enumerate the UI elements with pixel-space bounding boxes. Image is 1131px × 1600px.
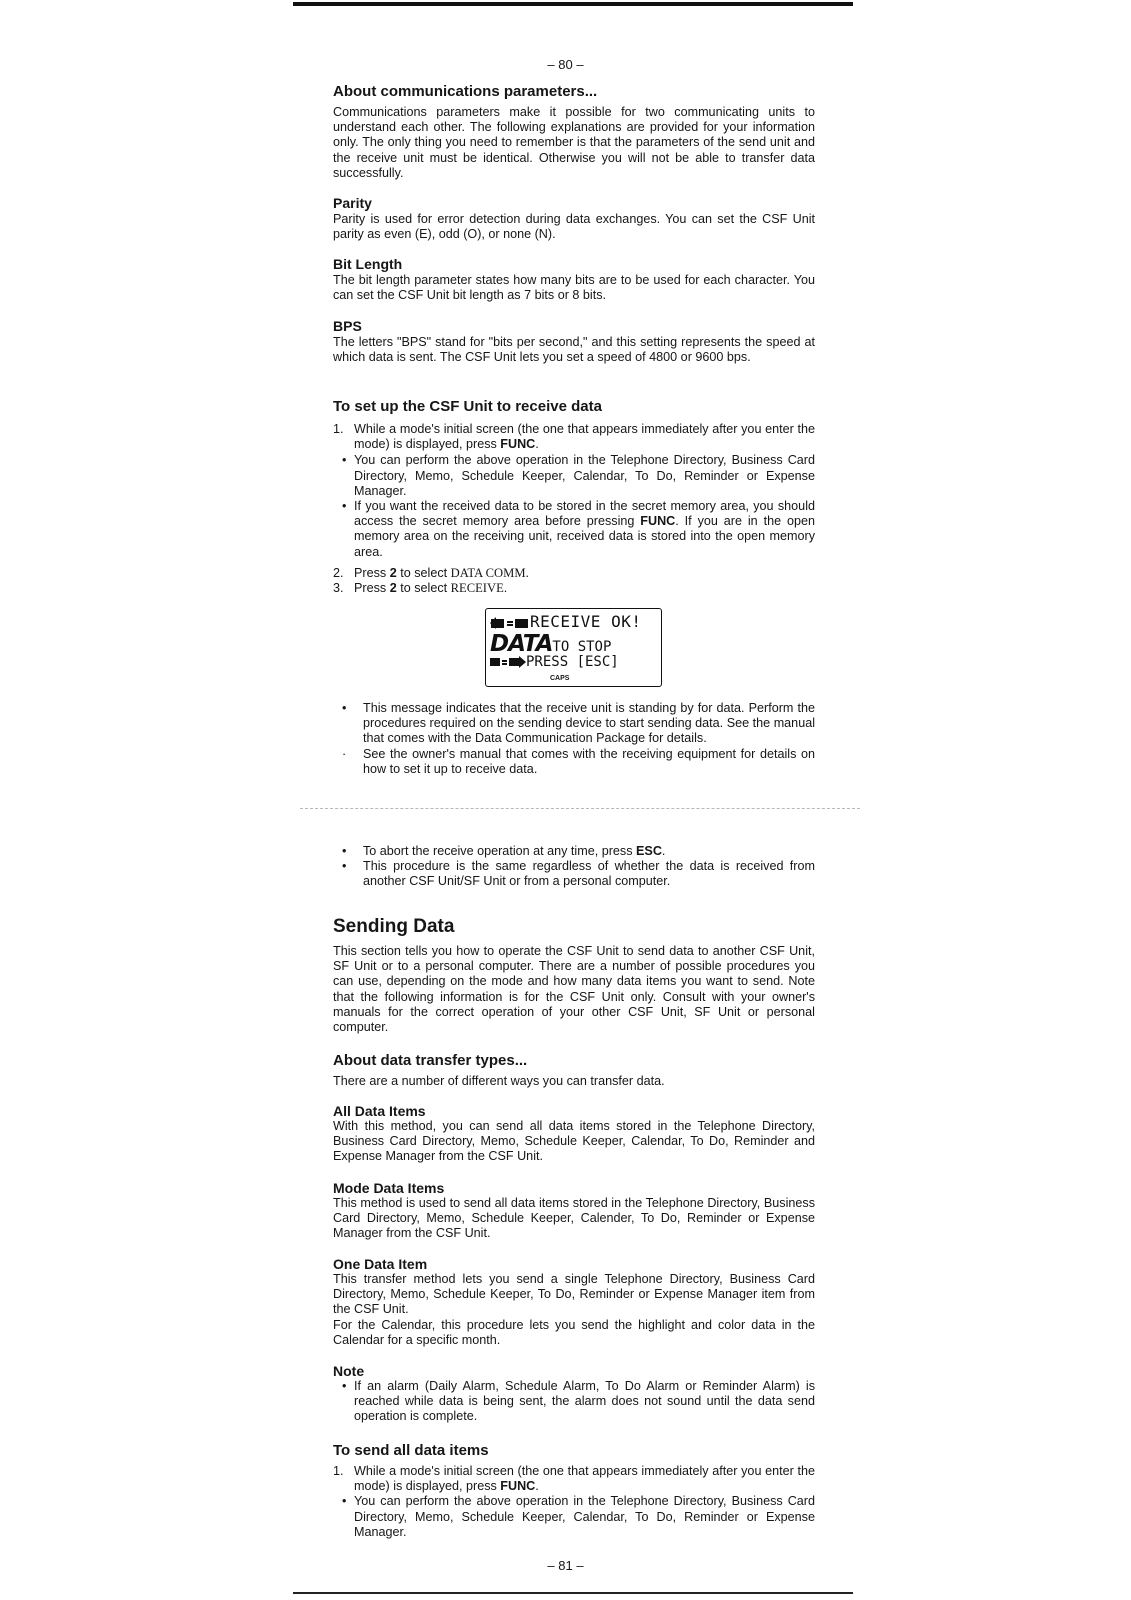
bullet-glyph: · (342, 746, 347, 761)
bit-length-text: The bit length parameter states how many bits are to be used for each character. You can set the CSF Unit bit length as 7 bits or 8 bits. (333, 273, 815, 303)
bullet-glyph: • (342, 859, 347, 874)
all-data-items-text: With this method, you can send all data items stored in the Telephone Directory, Business Card Directory, Memo, Schedule Keeper, Calendar, To Do, Reminder and Expense Manager from the CSF Unit. (333, 1119, 815, 1164)
sending-data-text: This section tells you how to operate the CSF Unit to send data to another CSF Unit, SF Unit or to a personal computer. There are a number of possible procedures you can use, depending on the mode and how many data items you want to send. Note that the following information is for the CSF Unit only. Consult with your owner's manuals for the correct operation of your other CSF Unit, SF Unit or personal computer. (333, 944, 815, 1035)
comm-params-heading: About communications parameters... (333, 83, 598, 100)
setup-step-3 (333, 581, 815, 596)
step-text: to select (400, 565, 448, 580)
receive-note-list-2 (342, 844, 815, 890)
lcd-to-stop-text: TO STOP (552, 639, 612, 655)
section-bps (333, 318, 815, 365)
send-all-heading: To send all data items (333, 1442, 489, 1459)
note-bullet (342, 1379, 815, 1425)
receive-arrow-icon (490, 656, 526, 668)
bullet-glyph: • (342, 844, 347, 858)
parity-heading: Parity (333, 195, 372, 211)
bullet-glyph: • (342, 1379, 347, 1393)
bit-length-heading: Bit Length (333, 256, 403, 272)
setup-step-1 (333, 422, 815, 452)
bullet-text: This procedure is the same regardless of whether the data is received from another CSF Unit/SF Unit or from a personal computer. (363, 859, 815, 889)
step-end: . (535, 1479, 539, 1494)
parity-text: Parity is used for error detection during data exchanges. You can set the CSF Unit parity as even (E), odd (O), or none (N). (333, 212, 815, 242)
bullet-text: You can perform the above operation in the Telephone Directory, Business Card Directory, Memo, Schedule Keeper, Calendar, To Do, Reminder or Expense Manager. (354, 1494, 815, 1539)
bullet-glyph: • (342, 701, 347, 715)
bullet-glyph: • (342, 499, 347, 514)
sending-data-heading: Sending Data (333, 916, 455, 937)
receive-note-list (342, 701, 815, 777)
note-list (333, 1379, 815, 1425)
bottom-rule (293, 1592, 853, 1594)
send-all-step-list (333, 1464, 815, 1494)
setup-step-2 (333, 566, 815, 581)
setup-receive-heading: To set up the CSF Unit to receive data (333, 398, 602, 415)
setup-receive-steps (333, 422, 815, 596)
comm-params-text: Communications parameters make it possible for two communicating units to understand each other. The following explanations are provided for your information only. The only thing you need to remember is that the parameters of the send unit and the receive unit must be identical. Otherwise you will not be able to transfer data successfully. (333, 105, 815, 180)
step-text: Press (354, 565, 387, 580)
section-one-data-item (333, 1256, 815, 1348)
section-comm-params (333, 83, 815, 100)
transfer-types-text: There are a number of different ways you can transfer data. (333, 1074, 665, 1088)
menu-item-name: RECEIVE (450, 581, 504, 596)
receive-notes-upper (342, 701, 815, 777)
bullet-text: If an alarm (Daily Alarm, Schedule Alarm, To Do Alarm or Reminder Alarm) is reached while data is being sent, the alarm does not sound until the data send operation is complete. (354, 1379, 815, 1424)
setup-bullet-2 (342, 499, 815, 560)
one-data-item-text-2: For the Calendar, this procedure lets you send the highlight and color data in the Calendar for a specific month. (333, 1317, 815, 1347)
setup-bullet-1 (342, 453, 815, 499)
send-all-bullets (333, 1494, 815, 1540)
step-text: While a mode's initial screen (the one that appears immediately after you enter the mode) is displayed, press (354, 1464, 815, 1494)
step-end: . (525, 565, 530, 580)
menu-item-name: DATA COMM (450, 565, 526, 580)
lcd-line-1 (490, 612, 641, 631)
bullet-text: You can perform the above operation in the Telephone Directory, Business Card Directory, Memo, Schedule Keeper, Calendar, To Do, Reminder or Expense Manager. (354, 453, 815, 498)
lcd-display (485, 608, 662, 687)
bullet-text: If you want the received data to be stored in the secret memory area, you should access the secret memory area before pressing (354, 499, 815, 529)
step-number: 1. (333, 422, 344, 436)
section-sending-data (333, 916, 815, 1035)
receive-note-4 (342, 859, 815, 889)
comm-params-body-wrap (333, 105, 815, 181)
send-arrow-icon (490, 616, 530, 630)
setup-step-list-2 (333, 566, 815, 596)
lcd-receive-ok-text: RECEIVE OK! (530, 612, 642, 631)
bullet-text: This message indicates that the receive unit is standing by for data. Perform the procedures required on the sending device to start sending data. See the manual that comes with the Data Communication Package for details. (363, 701, 815, 746)
lcd-caps-indicator: CAPS (550, 675, 570, 682)
lcd-line-3 (490, 654, 619, 670)
one-data-item-heading: One Data Item (333, 1256, 428, 1272)
step-text: to select (400, 581, 448, 596)
receive-note-3 (342, 844, 815, 859)
mode-data-items-text: This method is used to send all data items stored in the Telephone Directory, Business Card Directory, Memo, Schedule Keeper, Calender, To Do, Reminder or Expense Manager from the CSF Unit. (333, 1196, 815, 1241)
setup-bullets (333, 453, 815, 559)
key-name: 2 (389, 565, 397, 580)
mode-data-items-heading: Mode Data Items (333, 1180, 445, 1196)
step-text: While a mode's initial screen (the one that appears immediately after you enter the mode) is displayed, press (354, 422, 815, 452)
key-name: FUNC (500, 1479, 536, 1494)
top-rule (293, 2, 853, 6)
step-number: 3. (333, 581, 344, 596)
page-number-top: – 80 – (547, 57, 584, 72)
step-end: . (535, 437, 539, 452)
page-number-bottom: – 81 – (547, 1558, 584, 1573)
bullet-text: To abort the receive operation at any time, press (363, 844, 633, 858)
send-all-step-1 (333, 1464, 815, 1494)
section-bit-length (333, 256, 815, 303)
bps-text: The letters "BPS" stand for "bits per second," and this setting represents the speed at which data is sent. The CSF Unit lets you set a speed of 4800 or 9600 bps. (333, 335, 815, 365)
lcd-data-label: DATA (490, 631, 553, 657)
transfer-types-heading: About data transfer types... (333, 1052, 528, 1069)
setup-step-list (333, 422, 815, 452)
step-number: 1. (333, 1464, 344, 1478)
section-transfer-types (333, 1052, 815, 1089)
receive-note-2 (342, 747, 815, 777)
key-name: FUNC (500, 437, 536, 452)
section-all-data-items (333, 1103, 815, 1165)
section-parity (333, 195, 815, 242)
key-name: ESC (636, 844, 662, 858)
bullet-glyph: • (342, 1494, 347, 1509)
bullet-glyph: • (342, 453, 347, 468)
key-name: FUNC (640, 514, 676, 529)
section-send-all (333, 1442, 815, 1540)
receive-notes-lower (342, 844, 815, 890)
section-setup-receive (333, 398, 815, 415)
bps-heading: BPS (333, 318, 362, 334)
one-data-item-text-1: This transfer method lets you send a single Telephone Directory, Business Card Directory, Memo, Schedule Keeper, To Do, Reminder or Expense Manager item from the CSF Unit. (333, 1272, 815, 1317)
receive-note-1 (342, 701, 815, 747)
step-end: . (503, 581, 508, 596)
bullet-text: . If you are in the open memory area on the receiving unit, received data is stored into the open memory area. (354, 514, 815, 559)
send-all-bullet-1 (342, 1494, 815, 1540)
all-data-items-heading: All Data Items (333, 1103, 426, 1119)
bullet-text: See the owner's manual that comes with the receiving equipment for details on how to set it up to receive data. (363, 746, 815, 776)
section-mode-data-items (333, 1180, 815, 1242)
step-text: Press (354, 581, 387, 596)
step-number: 2. (333, 565, 344, 580)
note-heading: Note (333, 1363, 365, 1379)
page-divider (300, 808, 860, 809)
section-note (333, 1363, 815, 1425)
bullet-end: . (661, 844, 666, 858)
key-name: 2 (389, 581, 397, 596)
lcd-press-esc-text: PRESS [ESC] (526, 654, 619, 670)
